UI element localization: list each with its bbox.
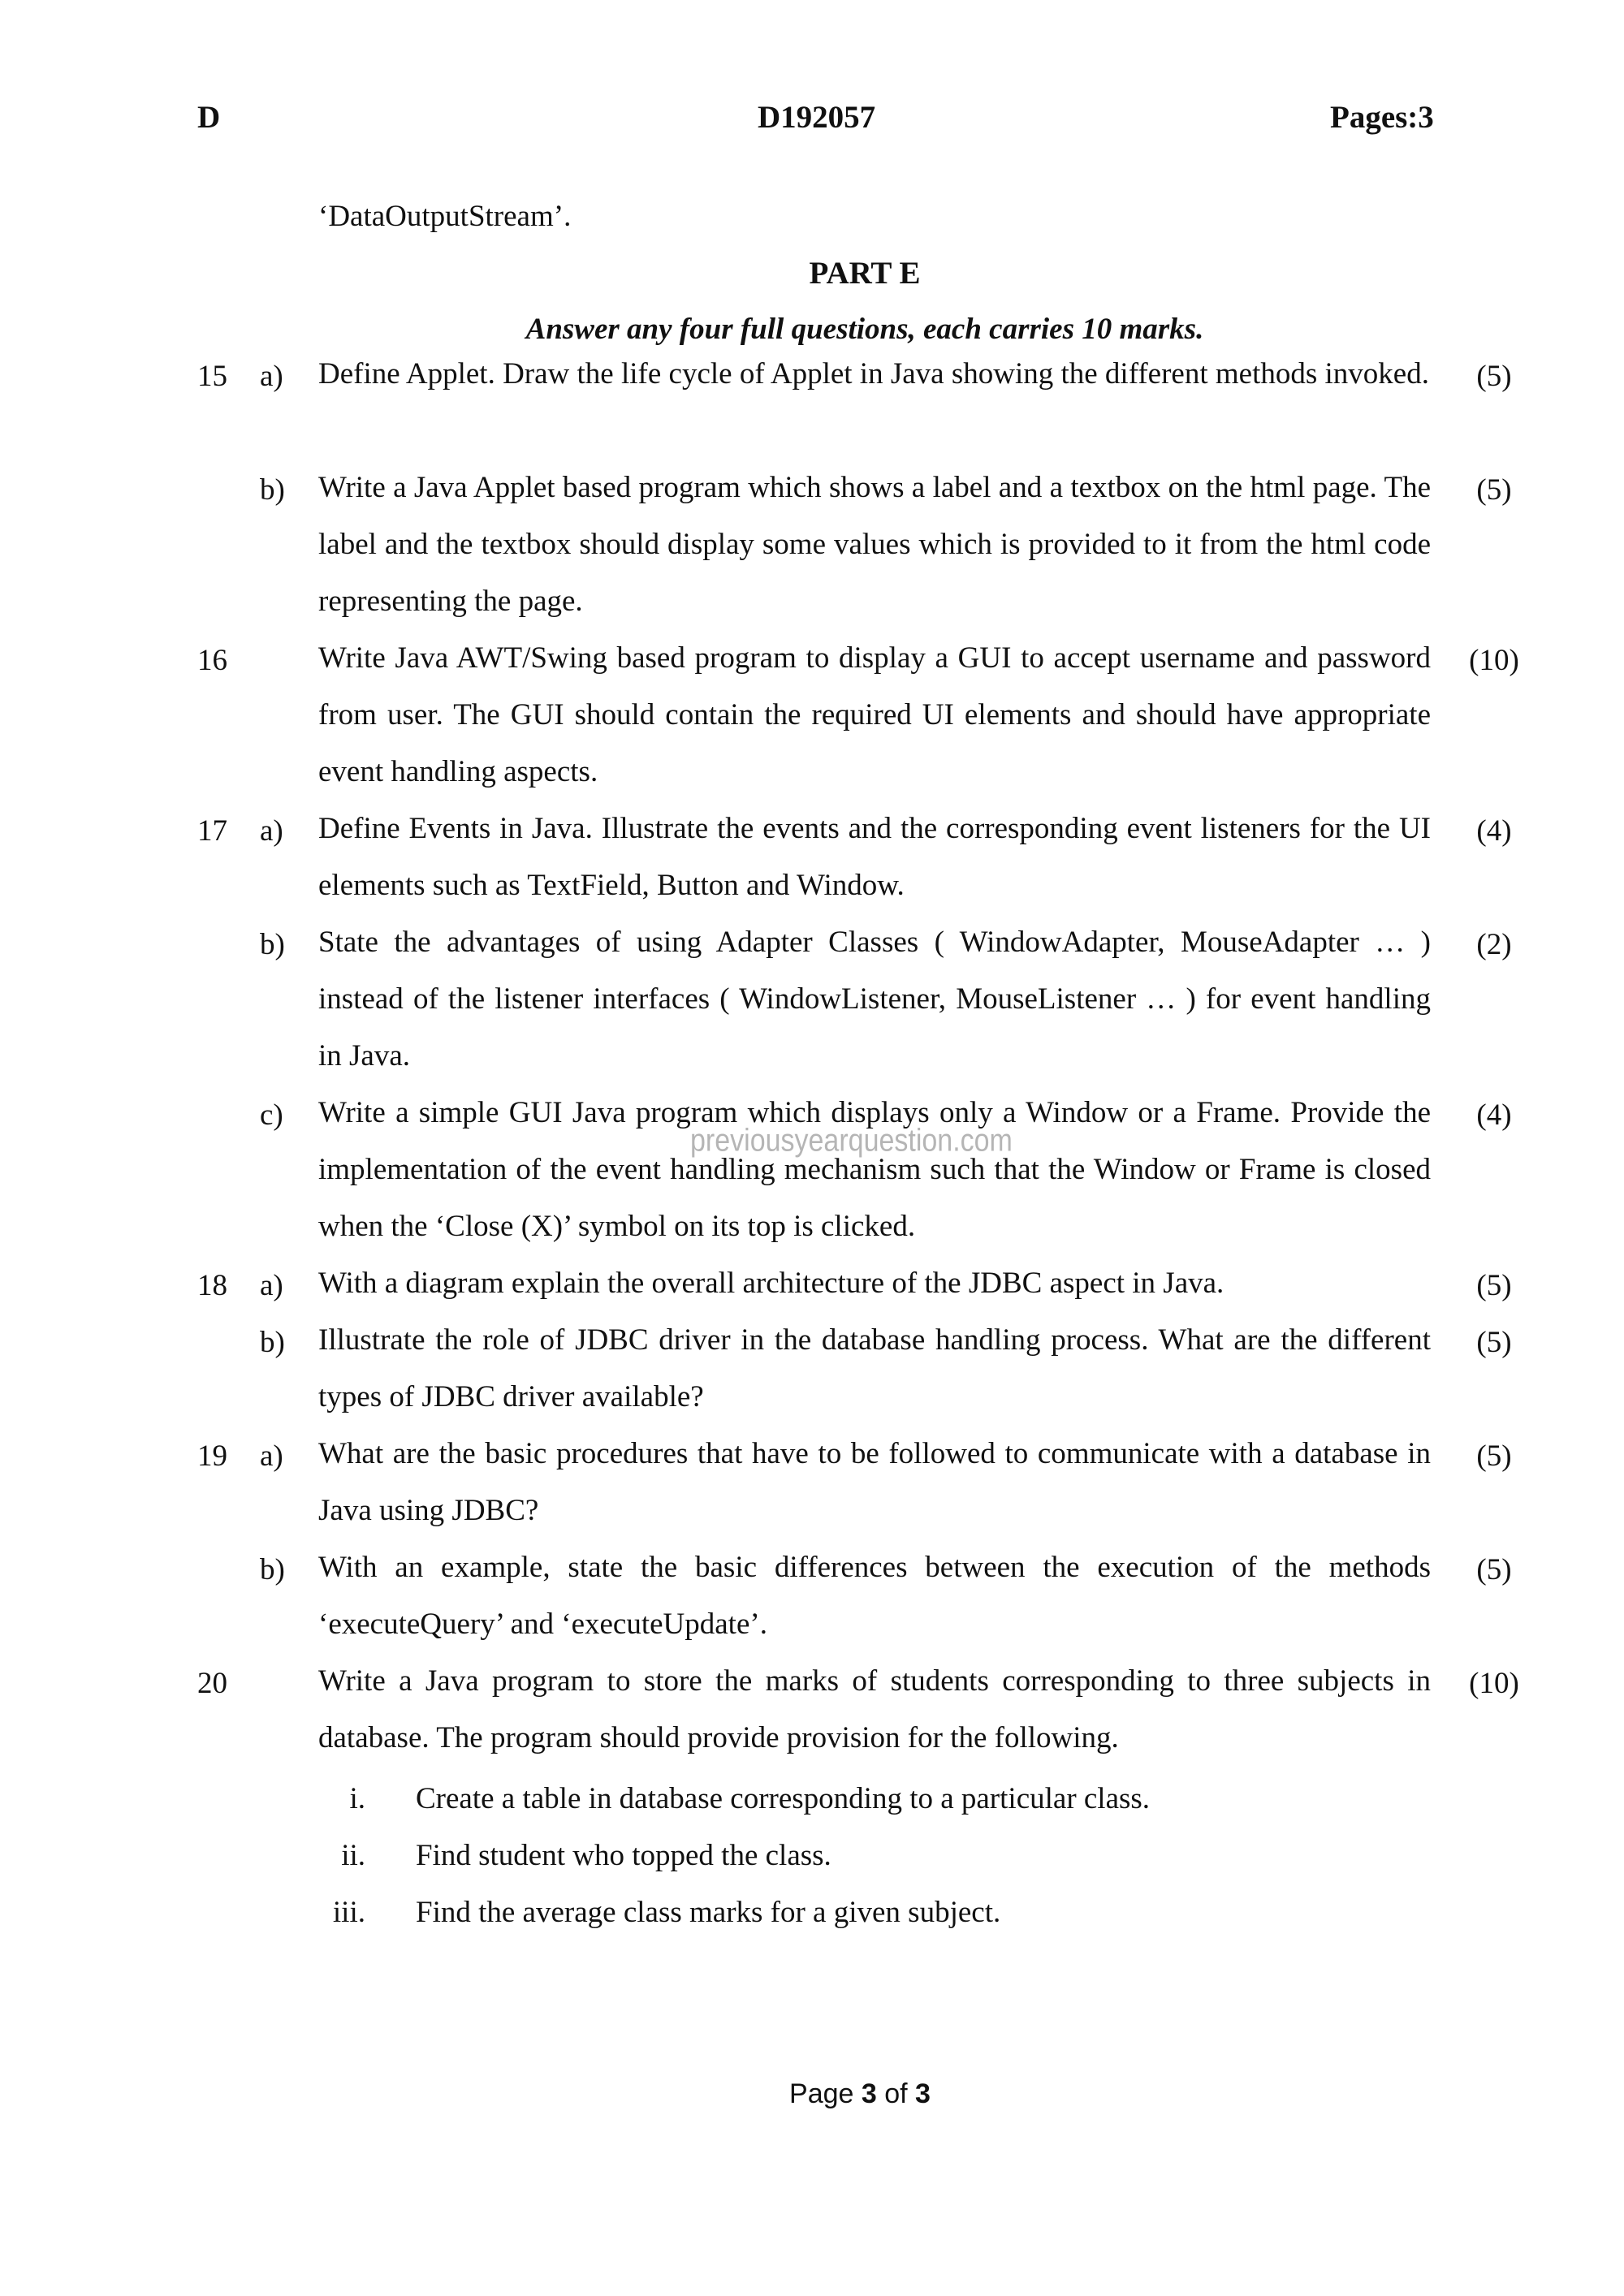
question-text: State the advantages of using Adapter Classes ( WindowAdapter, MouseAdapter … ) instead of the listener interfaces ( WindowListener, MouseListener … ) for event handling in Java. [318, 926, 1431, 1072]
question-sub: a) [260, 1269, 283, 1302]
question-marks: (5) [1476, 473, 1512, 507]
list-item-text: Find student who topped the class. [416, 1839, 831, 1872]
question-text: Define Events in Java. Illustrate the events and the corresponding event listeners for the UI elements such as TextField, Button and Window. [318, 812, 1431, 902]
header-code: D192057 [758, 100, 876, 135]
question-marks: (4) [1476, 814, 1512, 848]
question-marks: (10) [1469, 1667, 1519, 1700]
continuation-text: ‘DataOutputStream’. [318, 200, 572, 233]
part-title: PART E [809, 256, 921, 291]
question-text: Write Java AWT/Swing based program to display a GUI to accept username and password from user. The GUI should contain the required UI elements and should have appropriate event handling aspects. [318, 641, 1431, 788]
question-sub: a) [260, 360, 283, 393]
question-sub: a) [260, 814, 283, 848]
question-text: Define Applet. Draw the life cycle of Applet in Java showing the different methods invoked. [318, 357, 1429, 391]
question-sub: a) [260, 1439, 283, 1473]
question-text: Illustrate the role of JDBC driver in the database handling process. What are the different types of JDBC driver available? [318, 1323, 1431, 1413]
question-marks: (10) [1469, 644, 1519, 677]
question-text: With a diagram explain the overall architecture of the JDBC aspect in Java. [318, 1267, 1224, 1300]
part-instruction: Answer any four full questions, each carries 10 marks. [525, 313, 1204, 346]
footer-current-page: 3 [861, 2078, 877, 2109]
question-marks: (5) [1476, 1553, 1512, 1586]
question-sub: b) [260, 1326, 285, 1359]
list-item-number: i. [349, 1782, 365, 1815]
question-sub: b) [260, 473, 285, 507]
list-item-text: Create a table in database corresponding to a particular class. [416, 1782, 1151, 1815]
question-marks: (4) [1476, 1098, 1512, 1132]
question-text: Write a Java program to store the marks of students corresponding to three subjects in database. The program should provide provision for the following. [318, 1664, 1431, 1754]
question-number: 16 [197, 644, 227, 677]
footer-prefix: Page [789, 2078, 862, 2109]
footer-total-pages: 3 [915, 2078, 931, 2109]
question-number: 15 [197, 360, 227, 393]
question-sub: c) [260, 1098, 283, 1132]
watermark: previousyearquestion.com [690, 1123, 1013, 1159]
question-sub: b) [260, 928, 285, 961]
question-marks: (5) [1476, 1269, 1512, 1302]
question-text: Write a simple GUI Java program which displays only a Window or a Frame. Provide the implementation of the event handling mechanism such that the Window or Frame is closed when the ‘Close (X)’ symbol on its top is clicked. [318, 1096, 1431, 1243]
question-text: With an example, state the basic differences between the execution of the methods ‘executeQuery’ and ‘executeUpdate’. [318, 1551, 1431, 1641]
list-item-number: iii. [332, 1896, 365, 1929]
list-item-text: Find the average class marks for a given subject. [416, 1896, 1001, 1929]
header-series: D [197, 100, 221, 135]
question-number: 17 [197, 814, 227, 848]
question-number: 19 [197, 1439, 227, 1473]
question-number: 20 [197, 1667, 227, 1700]
list-item-number: ii. [341, 1839, 365, 1872]
question-marks: (2) [1476, 928, 1512, 961]
question-marks: (5) [1476, 360, 1512, 393]
question-sub: b) [260, 1553, 285, 1586]
footer-middle: of [876, 2078, 916, 2109]
page-footer [0, 2078, 1624, 2110]
question-number: 18 [197, 1269, 227, 1302]
question-text: What are the basic procedures that have to be followed to communicate with a database in Java using JDBC? [318, 1437, 1431, 1527]
question-text: Write a Java Applet based program which shows a label and a textbox on the html page. The label and the textbox should display some values which is provided to it from the html code representing the page. [318, 471, 1431, 618]
question-marks: (5) [1476, 1326, 1512, 1359]
header-pages: Pages:3 [1330, 100, 1434, 135]
question-marks: (5) [1476, 1439, 1512, 1473]
